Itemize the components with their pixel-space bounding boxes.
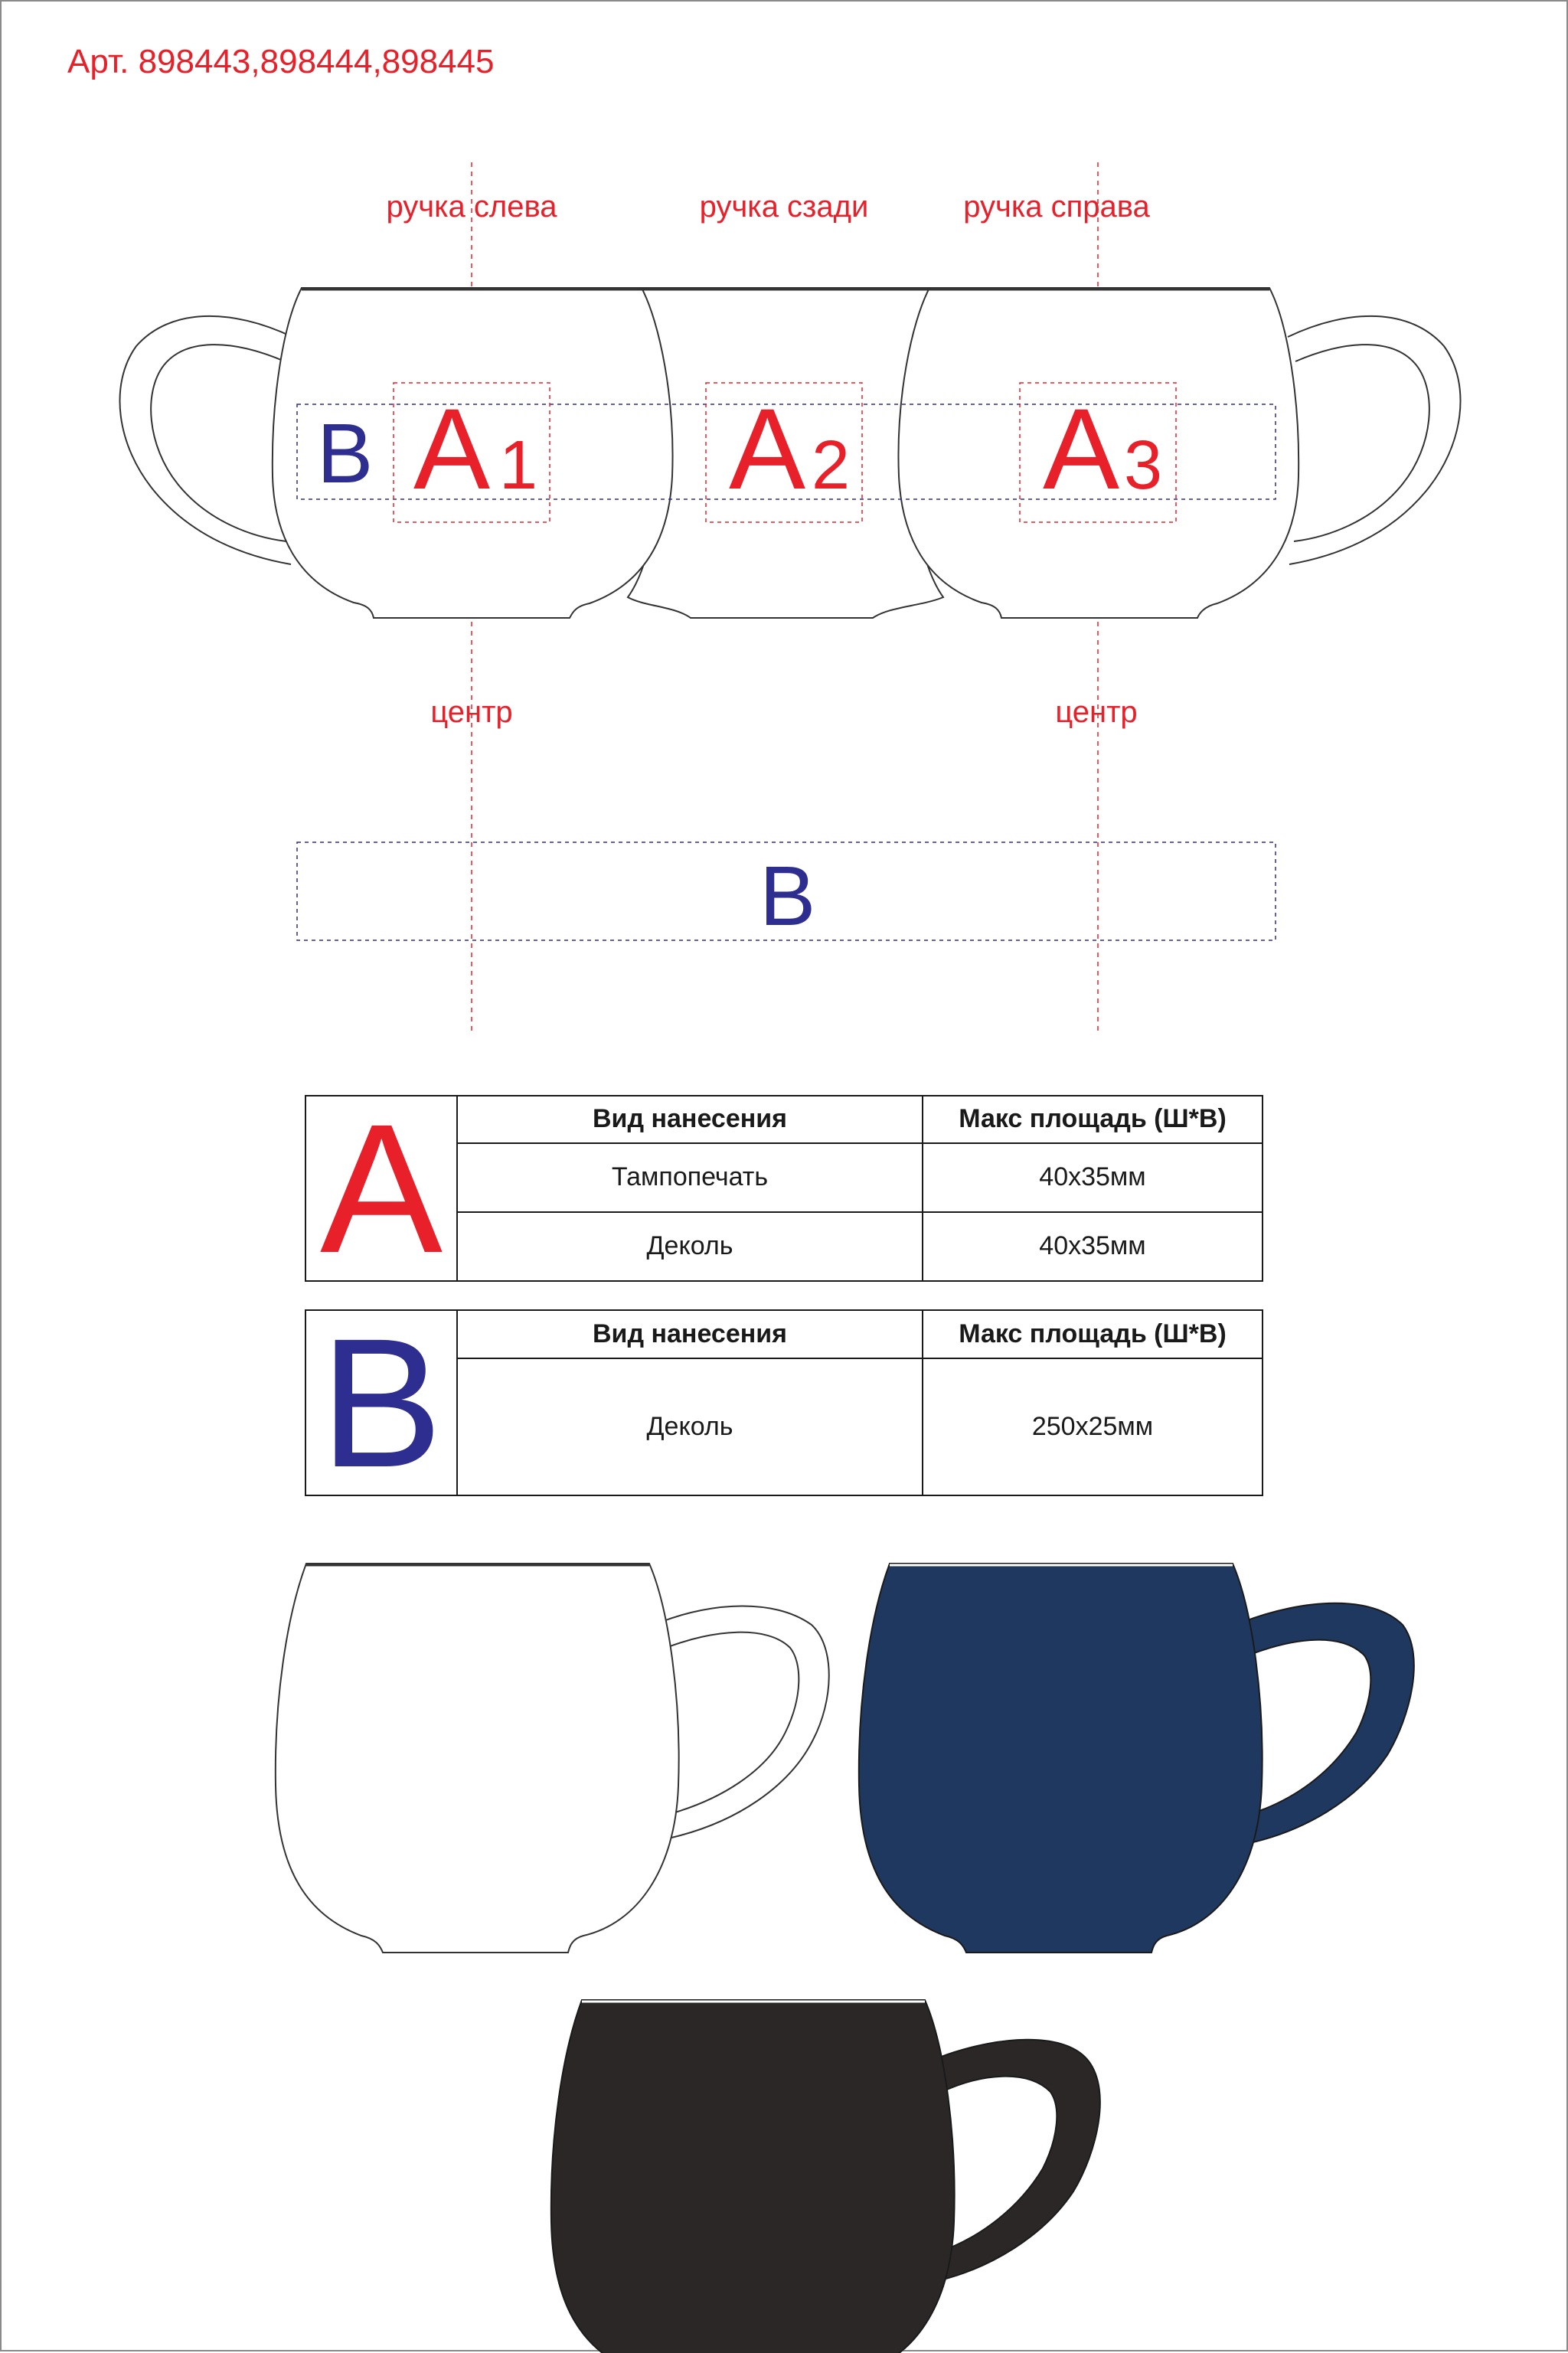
table-b-row1-method: Деколь: [457, 1358, 923, 1495]
table-a-header-area: Макс площадь (Ш*В): [923, 1096, 1263, 1143]
center-label-left: центр: [430, 695, 513, 729]
table-b-header-method: Вид нанесения: [457, 1310, 923, 1358]
mug-handle-left-inner: [151, 345, 286, 541]
mug-black-body: [551, 2000, 955, 2353]
zone-a2-index: 2: [812, 427, 851, 504]
zone-a1-index: 1: [499, 427, 538, 504]
zone-b-letter-unrolled: B: [760, 849, 816, 943]
center-label-right: центр: [1055, 695, 1138, 729]
zone-a2-letter: A: [729, 384, 806, 513]
table-a-row1-area: 40х35мм: [923, 1143, 1263, 1212]
mug-white-handle: [662, 1606, 829, 1840]
table-a-row2-method: Деколь: [457, 1212, 923, 1281]
table-a-header-method: Вид нанесения: [457, 1096, 923, 1143]
mug-black: [551, 2000, 1100, 2353]
mug-black-handle: [937, 2040, 1100, 2280]
mug-blue: [859, 1564, 1414, 1953]
zone-a1-letter: A: [413, 384, 491, 513]
table-a-row2-area: 40х35мм: [923, 1212, 1263, 1281]
mug-handle-right-outer: [1288, 316, 1461, 564]
zone-a3-letter: A: [1043, 384, 1120, 513]
table-b-header-area: Макс площадь (Ш*В): [923, 1310, 1263, 1358]
table-a-row1-method: Тампопечать: [457, 1143, 923, 1212]
mug-white-body: [276, 1564, 679, 1953]
zone-b-letter-on-mug: B: [317, 407, 374, 501]
label-handle-left: ручка слева: [386, 190, 557, 224]
table-zone-a: [305, 1086, 1263, 1291]
mug-handle-left-outer: [119, 316, 292, 564]
zone-a3-index: 3: [1124, 427, 1163, 504]
table-b-row1-area: 250х25мм: [923, 1358, 1263, 1495]
table-a-letter: A: [305, 1096, 457, 1281]
table-zone-b: [305, 1300, 1263, 1505]
mug-white: [276, 1564, 829, 1953]
mug-handle-right-inner: [1294, 345, 1429, 541]
mug-blue-body: [859, 1564, 1263, 1953]
mug-blue-handle: [1243, 1603, 1414, 1844]
table-b-letter: B: [305, 1310, 457, 1495]
article-number: Арт. 898443,898444,898445: [67, 43, 495, 80]
label-handle-back: ручка сзади: [699, 190, 869, 224]
label-handle-right: ручка справа: [963, 190, 1150, 224]
